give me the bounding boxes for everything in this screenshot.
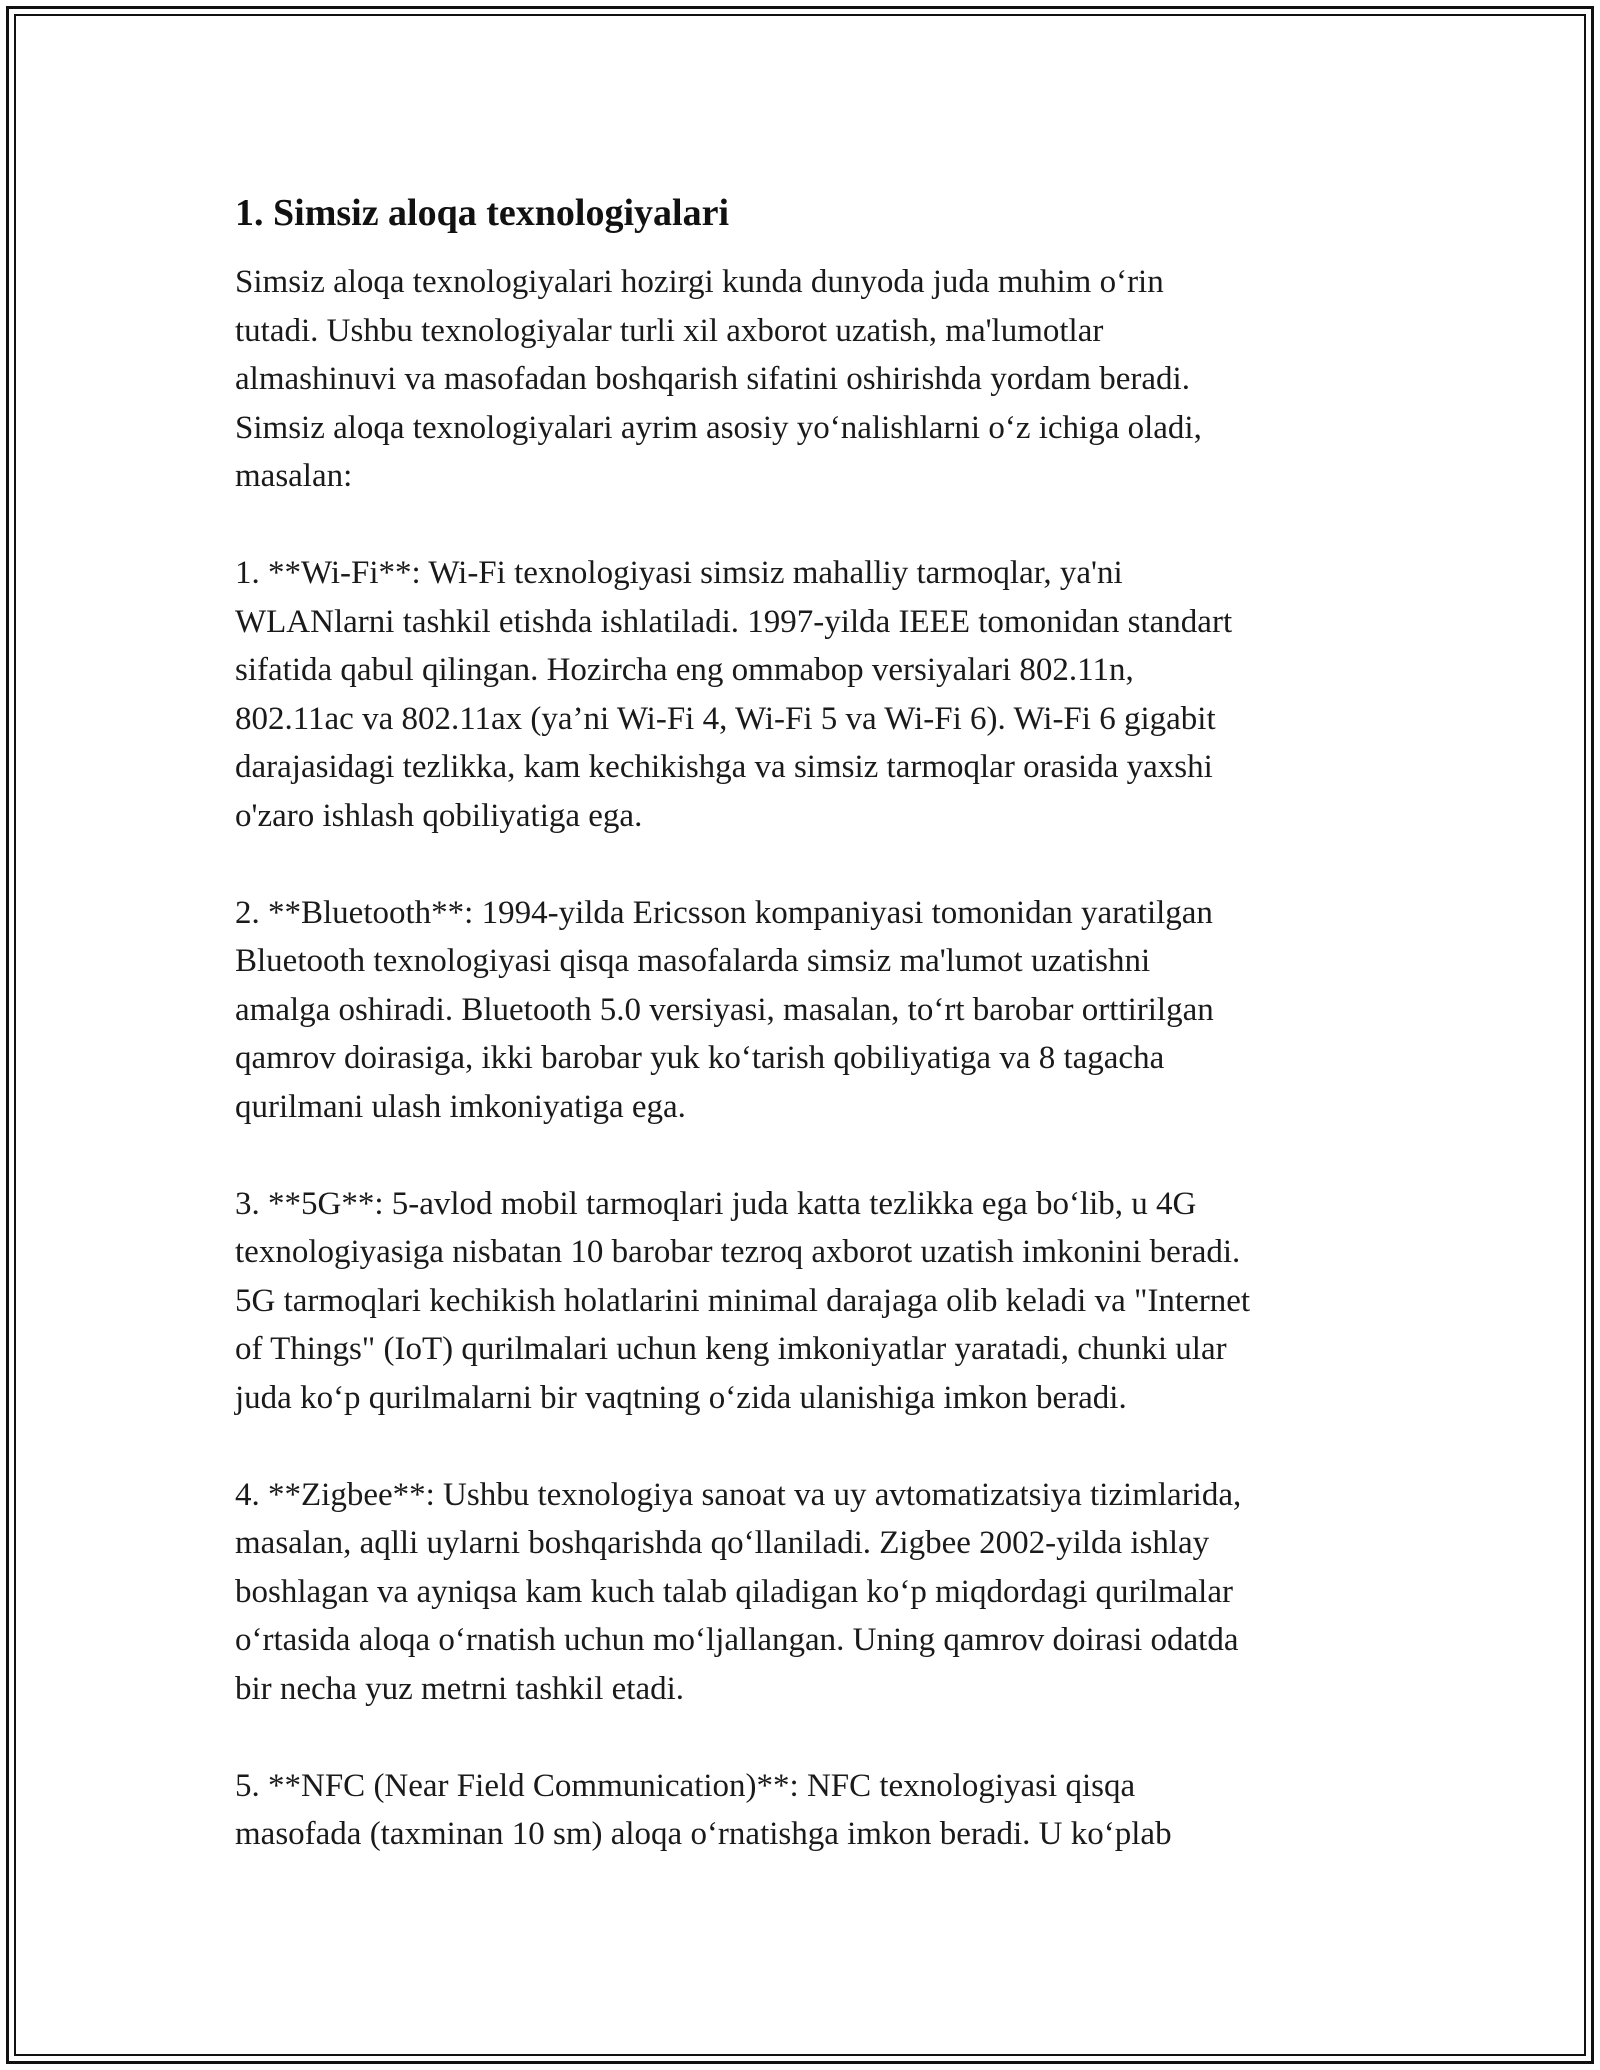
paragraph-zigbee: 4. **Zigbee**: Ushbu texnologiya sanoat va uy avtomatizatsiya tizimlarida, masalan, aqlli uylarni boshqarishda qo‘llaniladi. Zigbee 2002-yilda ishlay boshlagan va ayniqsa kam kuch talab qiladigan ko‘p miqdordagi qurilmalar o‘rtasida aloqa o‘rnatish uchun mo‘ljallangan. Uning qamrov doirasi odatda bir necha yuz metrni tashkil etadi. [235, 1476, 1242, 1707]
paragraph-bluetooth: 2. **Bluetooth**: 1994-yilda Ericsson kompaniyasi tomonidan yaratilgan Bluetooth texnologiyasi qisqa masofalarda simsiz ma'lumot uzatishni amalga oshiradi. Bluetooth 5.0 versiyasi, masalan, to‘rt barobar orttirilgan qamrov doirasiga, ikki barobar yuk ko‘tarish qobiliyatiga va 8 tagacha qurilmani ulash imkoniyatiga ega. [235, 894, 1214, 1125]
paragraph-nfc: 5. **NFC (Near Field Communication)**: NFC texnologiyasi qisqa masofada (taxminan 10 sm) aloqa o‘rnatishga imkon beradi. U ko‘plab [235, 1767, 1172, 1852]
paragraph-5g: 3. **5G**: 5-avlod mobil tarmoqlari juda katta tezlikka ega bo‘lib, u 4G texnologiyasiga nisbatan 10 barobar tezroq axborot uzatish imkonini beradi. 5G tarmoqlari kechikish holatlarini minimal darajaga olib keladi va "Internet of Things" (IoT) qurilmalari uchun keng imkoniyatlar yaratadi, chunki ular juda ko‘p qurilmalarni bir vaqtning o‘zida ulanishiga imkon beradi. [235, 1185, 1251, 1416]
document-body [235, 186, 1375, 1859]
section-heading: 1. Simsiz aloqa texnologiyalari [235, 192, 729, 234]
paragraph-wifi: 1. **Wi-Fi**: Wi-Fi texnologiyasi simsiz mahalliy tarmoqlar, ya'ni WLANlarni tashkil etishda ishlatiladi. 1997-yilda IEEE tomonidan standart sifatida qabul qilingan. Hozircha eng ommabop versiyalari 802.11n, 802.11ac va 802.11ax (ya’ni Wi-Fi 4, Wi-Fi 5 va Wi-Fi 6). Wi-Fi 6 gigabit darajasidagi tezlikka, kam kechikishga va simsiz tarmoqlar orasida yaxshi o'zaro ishlash qobiliyatiga ega. [235, 555, 1233, 834]
paragraph-intro: Simsiz aloqa texnologiyalari hozirgi kunda dunyoda juda muhim o‘rin tutadi. Ushbu texnologiyalar turli xil axborot uzatish, ma'lumotlar almashinuvi va masofadan boshqarish sifatini oshirishda yordam beradi. Simsiz aloqa texnologiyalari ayrim asosiy yo‘nalishlarni o‘z ichiga oladi, masalan: [235, 264, 1202, 494]
